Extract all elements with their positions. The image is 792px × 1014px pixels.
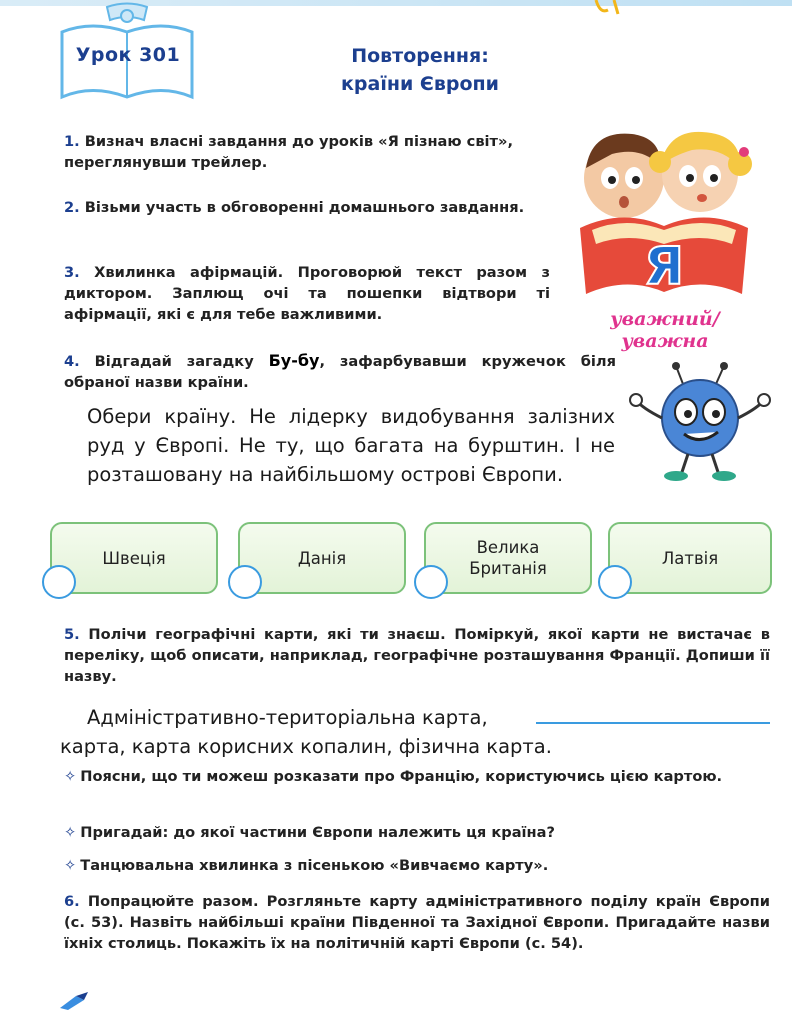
task-3-number: 3. (64, 264, 80, 281)
title-line-2: країни Європи (341, 73, 499, 95)
task-2-number: 2. (64, 199, 80, 216)
option-4-line-1: Латвія (661, 548, 719, 568)
task-1-text: Визнач власні завдання до уроків «Я пізнаю світ», переглянувши трейлер. (64, 133, 513, 171)
option-1-checkbox[interactable] (42, 565, 76, 599)
bullet-1 (64, 766, 770, 787)
task-4 (64, 350, 616, 393)
pencil-icon (58, 992, 98, 1010)
task-4-bold: Бу-бу (268, 351, 320, 370)
task-4-text-after: , зафарбувавши кружечок біля обраної назви країни. (64, 353, 616, 391)
task-5-text: Полічи географічні карти, які ти знаєш. Поміркуй, якої карти не вистачає в переліку, щоб описати, наприклад, географічне розташування Франції. Допиши її назву. (64, 626, 770, 685)
robot-icon (628, 362, 773, 484)
title-line-1: Повторення: (351, 45, 489, 67)
bullet-2-text: Пригадай: до якої частини Європи належить ця країна? (80, 824, 555, 841)
maps-line-1: Адміністративно-територіальна карта, (87, 706, 488, 729)
task-5-number: 5. (64, 626, 80, 643)
children-reading-illustration (572, 116, 757, 296)
option-2-checkbox[interactable] (228, 565, 262, 599)
task-6-text: Попрацюйте разом. Розгляньте карту адміністративного поділу країн Європи (с. 53). Назвіть найбільші країни Південної та Західної Європи. Пригадайте назви їхніх столиць. Покажіть їх на політичній карті Європи (с. 54). (64, 893, 770, 952)
illustration-caption: уважний/уважна (610, 308, 720, 352)
bullet-3-text: Танцювальна хвилинка з пісенькою «Вивчаємо карту». (80, 857, 549, 874)
option-1-line-1: Швеція (102, 548, 166, 568)
option-4-checkbox[interactable] (598, 565, 632, 599)
page-title (270, 42, 570, 98)
lesson-number: Урок 301 (75, 44, 181, 66)
corner-decor-icon (590, 0, 630, 18)
task-1-number: 1. (64, 133, 80, 150)
option-3-checkbox[interactable] (414, 565, 448, 599)
task-2 (64, 197, 550, 218)
bullet-2 (64, 822, 770, 843)
task-4-number: 4. (64, 353, 80, 370)
option-3-line-2: Британія (469, 559, 547, 578)
bullet-3-icon: ✧ (64, 857, 77, 874)
riddle-text: Обери країну. Не лідерку видобування залізних руд у Європі. Не ту, що багата на бурштин. І не розташовану на найбільшому острові Європи. (87, 405, 615, 486)
task-5 (64, 624, 770, 687)
task-3 (64, 262, 550, 325)
bullet-3 (64, 855, 770, 876)
task-6-number: 6. (64, 893, 80, 910)
option-2-line-1: Данія (297, 548, 347, 568)
answer-blank[interactable] (536, 722, 770, 724)
bullet-1-text: Поясни, що ти можеш розказати про Францію, користуючись цією картою. (80, 768, 723, 785)
task-4-text-before: Відгадай загадку (94, 353, 269, 370)
children-icon (572, 116, 757, 296)
task-3-text: Хвилинка афірмацій. Проговорюй текст разом з диктором. Заплющ очі та пошепки відтвори ті афірмації, які є для тебе важливими. (64, 264, 550, 323)
bullet-2-icon: ✧ (64, 824, 77, 841)
task-1 (64, 131, 550, 173)
bullet-1-icon: ✧ (64, 768, 77, 785)
option-card-2 (238, 522, 406, 594)
option-card-3 (424, 522, 592, 594)
task-2-text: Візьми участь в обговоренні домашнього завдання. (84, 199, 525, 216)
option-card-4 (608, 522, 772, 594)
robot-bubu-illustration (628, 362, 773, 484)
option-3-line-1: Велика (476, 538, 540, 557)
book-letter: Я (643, 237, 685, 296)
maps-line-2: карта, карта корисних копалин, фізична карта. (60, 735, 552, 758)
task-6 (64, 891, 770, 954)
